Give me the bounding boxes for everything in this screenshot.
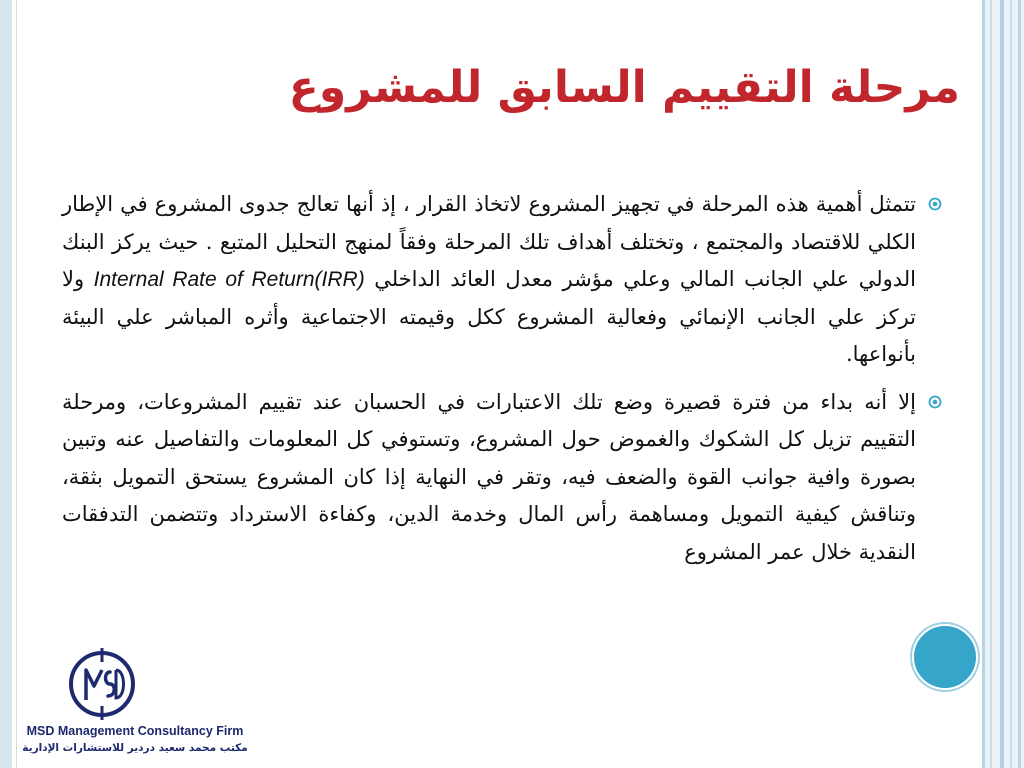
msd-logo-icon (66, 648, 138, 720)
firm-name-arabic: مكتب محمد سعيد دردير للاستشارات الإدارية (22, 742, 248, 754)
left-decor-stripe (0, 0, 12, 768)
left-decor-line (16, 0, 17, 768)
slide-content (62, 186, 942, 581)
decorative-circle (912, 624, 978, 690)
ring-bullet-icon (928, 395, 942, 409)
bullet-item (62, 384, 942, 572)
bullet-text: إلا أنه بداء من فترة قصيرة وضع تلك الاعتبارات في الحسبان عند تقييم المشروعات، ومرحلة التقييم تزيل كل الشكوك والغموض حول المشروع، وتستوفي كل المعلومات والتفاصيل عنه وتبين بصورة وافية جوانب القوة والضعف فيه، وتقر في النهاية إذا كان المشروع يستحق التمويل بثقة، وتناقش كيفية التمويل ومساهمة رأس المال وخدمة الدين، وكفاءة الاسترداد وتتضمن التدفقات النقدية خلال عمر المشروع (62, 389, 916, 564)
bullet-text: ولا تركز علي الجانب الإنمائي وفعالية المشروع ككل وقيمته الاجتماعية وأثره المباشر علي البيئة بأنواعها. (62, 267, 916, 366)
bullet-text: تتمثل أهمية هذه المرحلة في تجهيز المشروع لاتخاذ القرار ، إذ أنها تعالج جدوى المشروع في الإطار الكلي للاقتصاد والمجتمع ، وتختلف أهداف تلك المرحلة وفقاً لمنهج التحليل المتبع . حيث يركز البنك الدولي علي الجانب المالي وعلي مؤشر معدل العائد الداخلي (62, 192, 917, 291)
right-decor-band (982, 0, 1024, 768)
irr-term: Internal Rate of Return(IRR) (93, 268, 365, 291)
slide-title: مرحلة التقييم السابق للمشروع (288, 62, 960, 113)
ring-bullet-icon (928, 197, 942, 211)
firm-name: MSD Management Consultancy Firm (26, 724, 244, 738)
bullet-item (62, 186, 942, 374)
